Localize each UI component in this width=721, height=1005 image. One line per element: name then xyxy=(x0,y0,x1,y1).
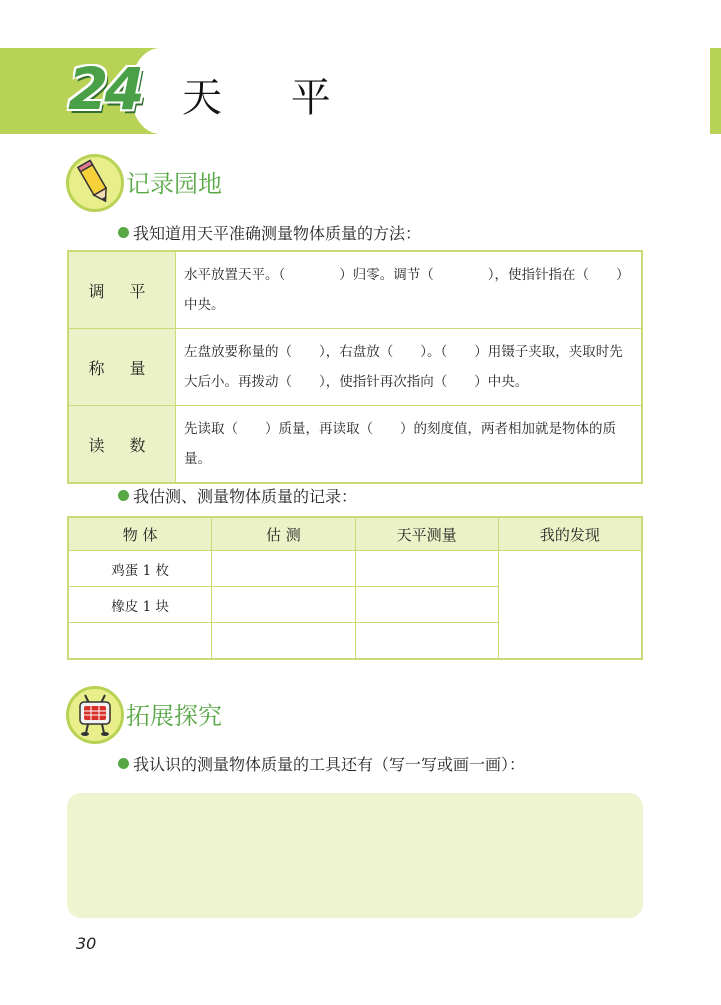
record-header: 我的发现 xyxy=(498,517,642,551)
record-header: 估 测 xyxy=(212,517,355,551)
record-header-row xyxy=(68,517,642,551)
method-text: 左盘放要称量的（ ），右盘放（ ）。（ ）用镊子夹取，夹取时先大后小。再拨动（ ），使指针再次指向（ ）中央。 xyxy=(176,329,643,406)
method-table xyxy=(67,250,643,484)
method-row xyxy=(68,329,642,406)
method-row xyxy=(68,406,642,484)
section-record-header xyxy=(66,154,326,214)
section-title: 拓展探究 xyxy=(126,702,222,730)
drawing-area[interactable] xyxy=(67,793,643,918)
method-row xyxy=(68,251,642,329)
right-edge-tab xyxy=(710,48,721,134)
record-header: 天平测量 xyxy=(355,517,498,551)
explore-intro: 我认识的测量物体质量的工具还有（写一写或画一画）： xyxy=(118,752,525,775)
record-table xyxy=(67,516,643,660)
robot-icon xyxy=(66,686,124,744)
record-intro: 我估测、测量物体质量的记录： xyxy=(118,484,357,507)
method-intro: 我知道用天平准确测量物体质量的方法： xyxy=(118,221,421,244)
pencil-icon xyxy=(66,154,124,212)
estimate-cell[interactable] xyxy=(212,623,355,660)
method-text: 先读取（ ）质量，再读取（ ）的刻度值，两者相加就是物体的质量。 xyxy=(176,406,643,484)
page-number: 30 xyxy=(76,934,97,953)
measure-cell[interactable] xyxy=(355,587,498,623)
record-item: 鸡蛋 1 枚 xyxy=(68,551,212,587)
record-header: 物 体 xyxy=(68,517,212,551)
method-text: 水平放置天平。（ ）归零。调节（ ），使指针指在（ ）中央。 xyxy=(176,251,643,329)
bullet-dot xyxy=(118,490,129,501)
record-item[interactable] xyxy=(68,623,212,660)
lesson-title: 天 平 xyxy=(182,75,359,121)
method-step: 称 量 xyxy=(68,329,176,406)
estimate-cell[interactable] xyxy=(212,587,355,623)
estimate-cell[interactable] xyxy=(212,551,355,587)
section-title: 记录园地 xyxy=(126,170,222,198)
method-step: 读 数 xyxy=(68,406,176,484)
bullet-dot xyxy=(118,227,129,238)
discovery-cell[interactable] xyxy=(498,551,642,660)
section-explore-header xyxy=(66,686,326,746)
table-row xyxy=(68,551,642,587)
record-item: 橡皮 1 块 xyxy=(68,587,212,623)
measure-cell[interactable] xyxy=(355,623,498,660)
method-step: 调 平 xyxy=(68,251,176,329)
lesson-number: 24 xyxy=(68,55,141,123)
measure-cell[interactable] xyxy=(355,551,498,587)
bullet-dot xyxy=(118,758,129,769)
